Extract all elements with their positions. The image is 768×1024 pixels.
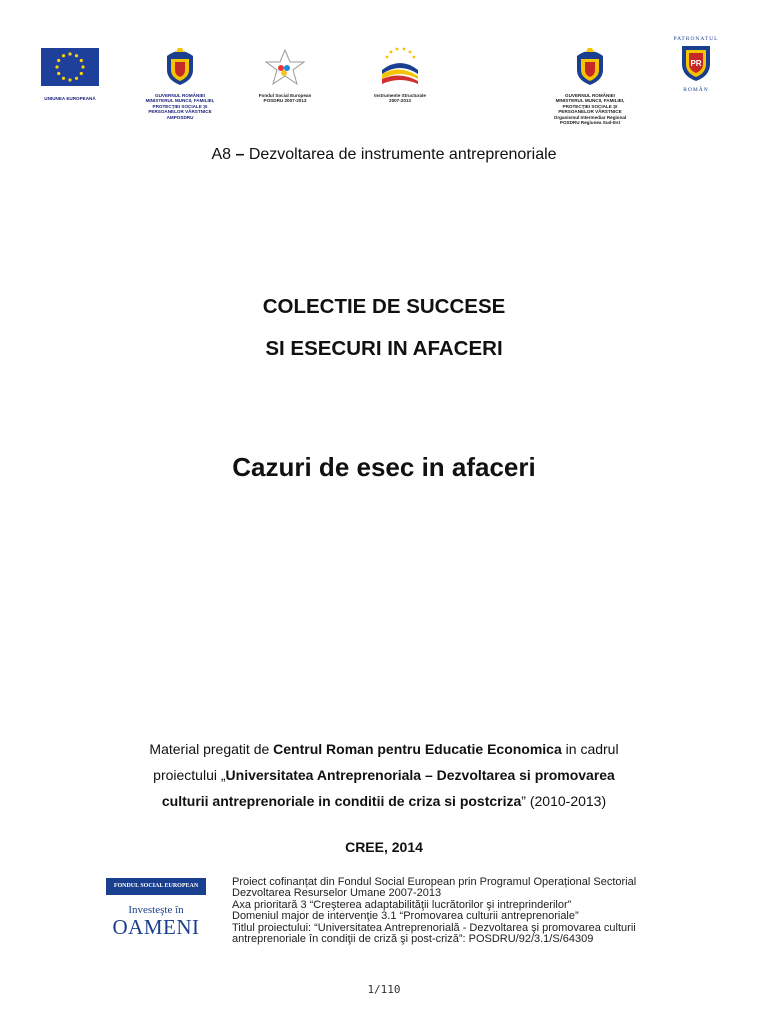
project-line: antreprenoriale în condiţii de criză şi post-criză”: POSDRU/92/3.1/S/64309 — [232, 933, 594, 946]
material-text: proiectului „ — [153, 767, 226, 783]
fse-invest-text: Investeşte în — [128, 904, 184, 916]
structural-instruments-icon — [377, 46, 423, 88]
project-line: Axa prioritară 3 “Creşterea adaptabilităţii lucrătorilor şi intreprinderilor” — [232, 898, 572, 911]
organization-name: Centrul Roman pentru Educatie Economica — [273, 741, 562, 757]
main-title-line1: COLECTIE DE SUCCESE — [262, 295, 506, 318]
material-paragraph — [0, 736, 768, 814]
main-title — [0, 286, 768, 370]
material-text: Material pregatit de — [149, 741, 274, 757]
main-title-line2: SI ESECURI IN AFACERI — [265, 337, 503, 360]
project-line: Dezvoltarea Resurselor Umane 2007-2013 — [232, 887, 442, 900]
fse-star-logo — [240, 48, 330, 104]
fse-footer-logo — [106, 878, 206, 948]
gov-left-logo — [135, 46, 225, 120]
coat-of-arms-icon — [163, 46, 197, 86]
page-number: 1/110 — [367, 983, 401, 996]
logo-row — [30, 36, 750, 136]
coat-of-arms-icon — [573, 46, 607, 86]
patronatul-logo — [670, 36, 722, 93]
project-description — [232, 877, 672, 945]
star-icon — [262, 48, 308, 88]
material-text: in cadrul — [561, 741, 619, 757]
activity-code: A8 — [211, 146, 232, 163]
patronatul-bottom-text: ROMÂN — [683, 87, 709, 93]
activity-text: Dezvoltarea de instrumente antreprenoriale — [248, 146, 557, 163]
patronatul-crest-icon — [678, 42, 714, 82]
is-caption: Instrumente Structurale 2007-2013 — [374, 93, 426, 104]
project-line: Proiect cofinanțat din Fondul Social European prin Programul Operațional Sectorial — [232, 876, 637, 888]
patronatul-top-text: PATRONATUL — [673, 36, 719, 42]
is-logo — [355, 46, 445, 104]
project-period: ” (2010-2013) — [521, 793, 607, 809]
publisher-year: CREE, 2014 — [345, 839, 423, 855]
project-name: Universitatea Antreprenoriala – Dezvoltarea si promovarea — [225, 767, 615, 783]
gov-right-caption: GUVERNUL ROMÂNIEI MINISTERUL MUNCII, FAMILIEI, PROTECȚIEI SOCIALE ȘI PERSOANELOR VÂRSTNICE Organismul Intermediar Regional POSDRU Regiunea Sud-Est — [553, 93, 627, 126]
project-line: Titlul proiectului: “Universitatea Antreprenorială - Dezvoltarea şi promovarea culturii — [232, 921, 636, 934]
gov-left-caption: GUVERNUL ROMÂNIEI MINISTERUL MUNCII, FAMILIEI, PROTECȚIEI SOCIALE ȘI PERSOANELOR VÂRSTNICE AMPOSDRU — [145, 93, 215, 120]
activity-header — [0, 146, 768, 164]
eu-logo — [40, 48, 100, 101]
svg-text:PR: PR — [690, 59, 702, 68]
project-name-cont: culturii antreprenoriale in conditii de criza si postcriza — [161, 793, 522, 809]
gov-right-logo — [535, 46, 645, 125]
fse-oameni-text: OAMENI — [112, 915, 200, 939]
fse-star-caption: Fondul Social European POSDRU 2007-2013 — [258, 93, 312, 104]
activity-dash: – — [231, 146, 249, 163]
eu-flag-icon — [41, 48, 99, 86]
project-line: Domeniul major de intervenţie 3.1 “Promovarea culturii antreprenoriale” — [232, 910, 579, 923]
fse-band: FONDUL SOCIAL EUROPEAN — [106, 878, 206, 895]
document-subtitle: Cazuri de esec in afaceri — [232, 452, 536, 482]
eu-caption: UNIUNEA EUROPEANĂ — [44, 96, 96, 101]
